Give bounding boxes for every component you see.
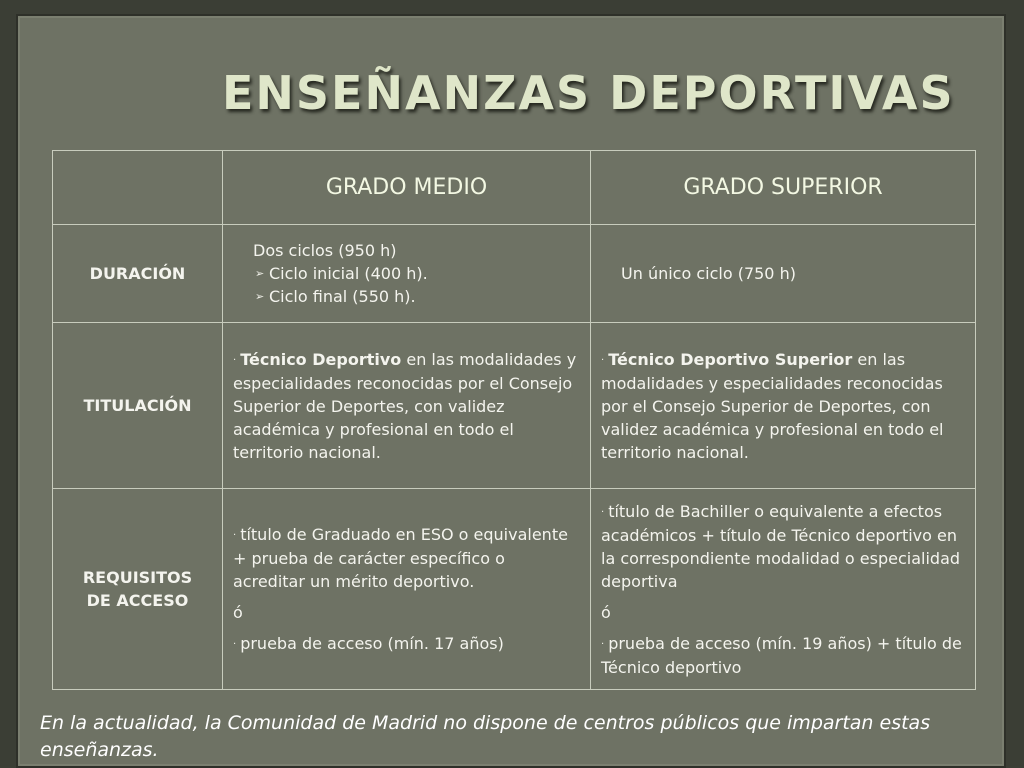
requisitos-medio-1 (233, 523, 580, 593)
requisitos-superior-1 (601, 500, 965, 593)
label-requisitos-line1: REQUISITOS (82, 568, 193, 587)
arrow-bullet-icon: ➢ (255, 290, 265, 303)
header-grado-medio: GRADO MEDIO (223, 151, 591, 225)
header-row (53, 151, 976, 225)
duracion-medio-item-text: Ciclo final (550 h). (269, 287, 416, 306)
requisitos-medio-1-text: título de Graduado en ESO o equivalente + prueba de carácter específico o acreditar un mérito deportivo. (233, 524, 568, 591)
requisitos-medio-2 (233, 632, 580, 656)
dot-bullet-icon: · (233, 529, 237, 541)
duracion-medio-item (255, 262, 580, 285)
row-requisitos (53, 489, 976, 690)
requisitos-medio (223, 489, 591, 690)
dot-bullet-icon: · (233, 354, 237, 366)
dot-bullet-icon: · (601, 506, 605, 518)
label-titulacion: TITULACIÓN (53, 323, 223, 489)
dot-bullet-icon: · (601, 354, 605, 366)
header-grado-superior: GRADO SUPERIOR (591, 151, 976, 225)
row-duracion (53, 225, 976, 323)
dot-bullet-icon: · (601, 638, 605, 650)
duracion-medio-item-text: Ciclo inicial (400 h). (269, 264, 428, 283)
requisitos-superior (591, 489, 976, 690)
duracion-medio-intro: Dos ciclos (950 h) (253, 241, 397, 260)
titulacion-medio-title: Técnico Deportivo (240, 349, 402, 369)
requisitos-superior-or: ó (601, 602, 611, 622)
titulacion-medio-text: en las modalidades y especialidades reconocidas por el Consejo Superior de Deportes, con validez académica y profesional en todo el territorio nacional. (233, 349, 577, 462)
requisitos-superior-1-text: título de Bachiller o equivalente a efectos académicos + título de Técnico deportivo en la correspondiente modalidad o especialidad deportiva (601, 501, 961, 591)
empty-corner-cell (53, 151, 223, 225)
arrow-bullet-icon: ➢ (255, 267, 265, 280)
slide-title: ENSEÑANZAS DEPORTIVAS (222, 66, 955, 120)
requisitos-superior-2 (601, 632, 965, 679)
label-requisitos (53, 489, 223, 690)
duracion-medio (223, 225, 591, 323)
requisitos-superior-2-text: prueba de acceso (mín. 19 años) + título de Técnico deportivo (601, 633, 962, 677)
label-requisitos-line2: DE ACCESO (86, 591, 189, 610)
titulacion-superior-text: en las modalidades y especialidades reconocidas por el Consejo Superior de Deportes, con validez académica y profesional en todo el territorio nacional. (601, 349, 944, 462)
footer-note: En la actualidad, la Comunidad de Madrid no dispone de centros públicos que impartan estas enseñanzas. (40, 712, 931, 761)
titulacion-superior (591, 323, 976, 489)
titulacion-superior-title: Técnico Deportivo Superior (608, 349, 853, 369)
titulacion-medio (223, 323, 591, 489)
label-duracion: DURACIÓN (53, 225, 223, 323)
dot-bullet-icon: · (233, 638, 237, 650)
comparison-table (52, 150, 976, 690)
row-titulacion (53, 323, 976, 489)
duracion-superior: Un único ciclo (750 h) (591, 225, 976, 323)
requisitos-medio-2-text: prueba de acceso (mín. 17 años) (240, 633, 504, 653)
duracion-medio-item (255, 285, 580, 308)
requisitos-medio-or: ó (233, 602, 243, 622)
